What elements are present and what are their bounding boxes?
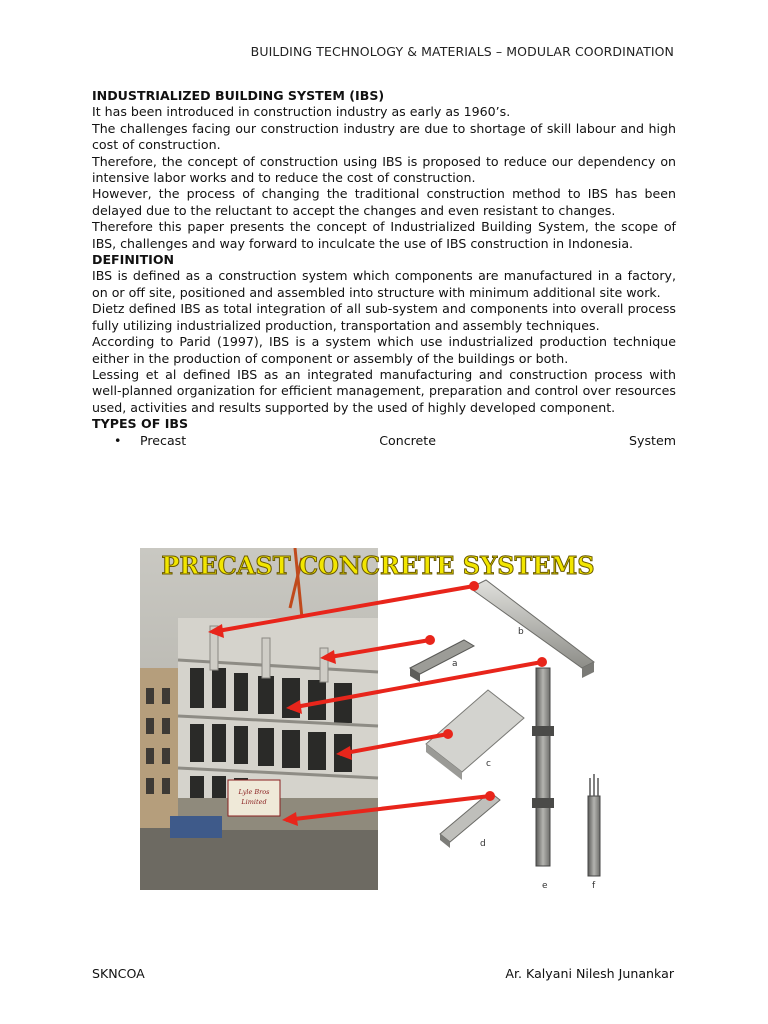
paragraph: The challenges facing our construction industry are due to shortage of skill labour and high cost of construction. <box>92 120 676 153</box>
bullet-word: Concrete <box>379 432 436 448</box>
precast-figure <box>140 548 630 890</box>
bullet-word: System <box>629 432 676 448</box>
precast-illustration <box>140 548 630 890</box>
footer-author: Ar. Kalyani Nilesh Junankar <box>505 966 674 981</box>
component-label-e: e <box>542 881 548 890</box>
sign-text: Limited <box>241 798 267 806</box>
bullet-item <box>114 433 676 449</box>
section-heading-definition: DEFINITION <box>92 252 175 268</box>
paragraph: Therefore, the concept of construction using IBS is proposed to reduce our dependency on intensive labor works and to reduce the cost of construction. <box>92 153 676 186</box>
paragraph: Lessing et al defined IBS as an integrated manufacturing and construction process with well-planned organization for efficient management, preparation and control over resources used, activities and results supported by the used of highly developed component. <box>92 366 676 415</box>
component-label-f: f <box>592 881 596 890</box>
component-label-a: a <box>452 659 458 669</box>
component-label-c: c <box>486 759 491 769</box>
paragraph: It has been introduced in construction industry as early as 1960’s. <box>92 104 511 120</box>
section-heading-ibs: INDUSTRIALIZED BUILDING SYSTEM (IBS) <box>92 88 385 103</box>
section-heading-types: TYPES OF IBS <box>92 416 189 432</box>
paragraph: Therefore this paper presents the concept of Industrialized Building System, the scope of IBS, challenges and way forward to inculcate the use of IBS construction in Indonesia. <box>92 219 676 251</box>
component-label-b: b <box>518 627 524 637</box>
paragraph: Dietz defined IBS as total integration of all sub-system and components into overall process fully utilizing industrialized production, transportation and assembly techniques. <box>92 301 676 333</box>
figure-banner-title: PRECAST CONCRETE SYSTEMS <box>161 551 595 580</box>
paragraph: However, the process of changing the traditional construction method to IBS has been delayed due to the reluctant to accept the changes and even resistant to changes. <box>92 186 676 218</box>
component-label-d: d <box>480 839 486 849</box>
paragraph: IBS is defined as a construction system which components are manufactured in a factory, on or off site, positioned and assembled into structure with minimum additional site work. <box>92 268 676 300</box>
page-header: BUILDING TECHNOLOGY & MATERIALS – MODULAR COORDINATION <box>250 44 674 59</box>
sign-text: Lyle Bros <box>238 788 270 796</box>
bullet-icon: • <box>114 432 122 448</box>
document-body <box>92 88 676 449</box>
footer-institution: SKNCOA <box>92 966 145 981</box>
bullet-word: Precast <box>140 432 187 448</box>
construction-photo <box>140 548 378 890</box>
paragraph: According to Parid (1997), IBS is a system which use industrialized production technique either in the production of component or assembly of the buildings or both. <box>92 334 676 366</box>
